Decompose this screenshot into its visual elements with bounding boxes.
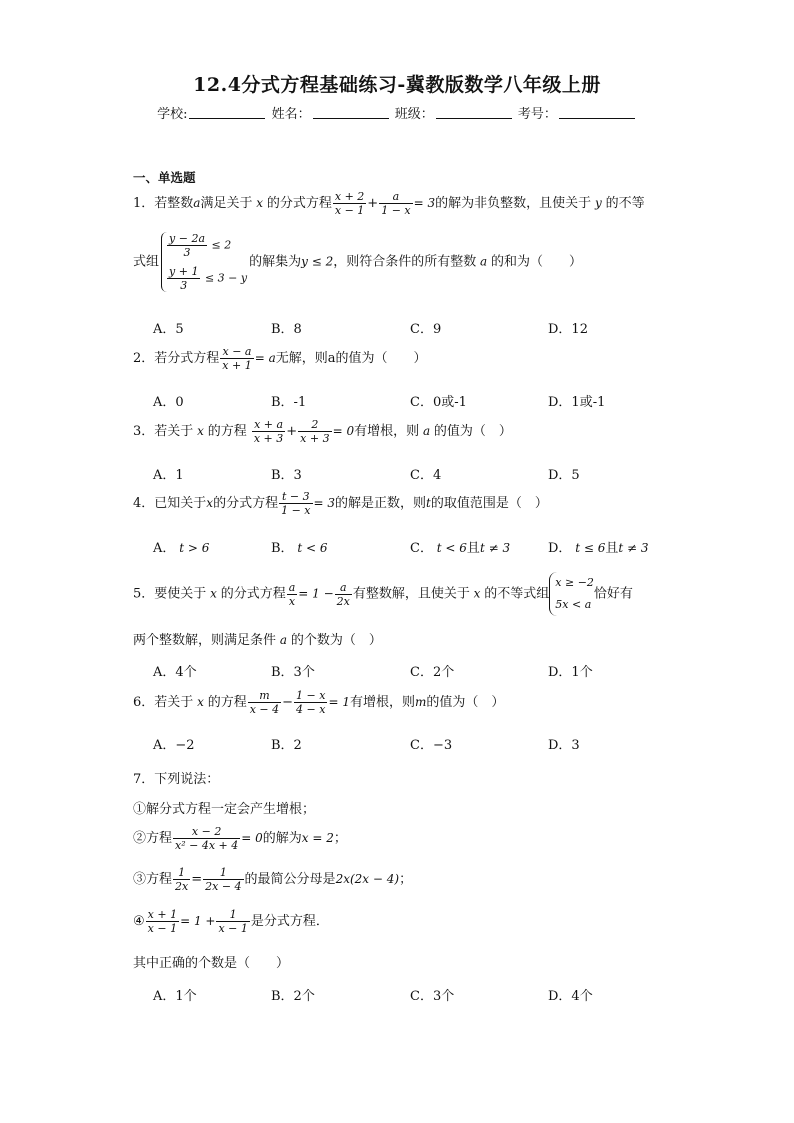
q7-statement-2: ②方程 $\frac{x - 2}{\text{x² − 4x + 4}}$ = 0的解为x = 2； <box>133 825 347 852</box>
q1-option-a[interactable]: A．5 <box>153 322 184 337</box>
q4-option-b[interactable]: B． t < 6 <box>271 541 328 556</box>
q7-option-b[interactable]: B．2个 <box>271 989 315 1004</box>
q4-line: 4．已知关于x的分式方程 $\frac{t - 3}{1 - x}$ = 3的解是正数，则t的取值范围是（ ） <box>133 490 548 517</box>
q2-option-c[interactable]: C．0或-1 <box>410 395 467 410</box>
q5-option-b[interactable]: B．3个 <box>271 665 315 680</box>
q2-option-b[interactable]: B．-1 <box>271 395 307 410</box>
q3-line: 3．若关于 x 的方程 $\frac{x + a}{x + 3}$ + $\frac{2}{x + 3}$ = 0有增根，则 a 的值为（ ） <box>133 418 512 445</box>
q3-option-d[interactable]: D．5 <box>548 468 580 483</box>
q5-line2: 两个整数解，则满足条件 a 的个数为（ ） <box>133 633 382 648</box>
q7-option-a[interactable]: A．1个 <box>153 989 197 1004</box>
q2-option-d[interactable]: D．1或-1 <box>548 395 606 410</box>
q7-statement-3: ③方程 $\frac{1}{2x}$ = $\frac{1}{2x - 4}$ 的最简公分母是2x(2x − 4)； <box>133 866 413 893</box>
q7-statement-1: ①解分式方程一定会产生增根； <box>133 802 316 817</box>
q1-inequality-system: $\frac{y - 2a}{3}$ ≤ 2 $\frac{y + 1}{3}$ ≤ 3 − y <box>161 232 247 292</box>
class-label: 班级： <box>394 107 434 122</box>
name-blank <box>313 106 389 119</box>
exam-no-label: 考号： <box>517 107 557 122</box>
q3-option-c[interactable]: C．4 <box>410 468 442 483</box>
q4-option-c[interactable]: C． t < 6且t ≠ 3 <box>410 541 511 556</box>
q3-option-a[interactable]: A．1 <box>153 468 184 483</box>
q1-fraction-2: $\frac{a}{1 - x}$ <box>381 190 411 217</box>
q6-option-c[interactable]: C．−3 <box>410 738 453 753</box>
school-blank <box>189 106 265 119</box>
q1-option-b[interactable]: B．8 <box>271 322 302 337</box>
q6-option-b[interactable]: B．2 <box>271 738 302 753</box>
q4-option-a[interactable]: A． t > 6 <box>153 541 210 556</box>
q2-fraction: $\frac{x - a}{x + 1}$ <box>222 345 252 372</box>
q5-inequality-system: x ≥ −2 5x < a <box>549 572 594 616</box>
page-title: 12.4分式方程基础练习-冀教版数学八年级上册 <box>193 74 601 96</box>
q5-option-d[interactable]: D．1个 <box>548 665 593 680</box>
name-label: 姓名： <box>271 107 311 122</box>
q5-line1: 5．要使关于 x 的分式方程 $\frac{a}{x}$ = 1 − $\frac{a}{2x}$ 有整数解，且使关于 x 的不等式组 x ≥ −2 5x < a 恰好有 <box>133 572 633 616</box>
q1-option-d[interactable]: D．12 <box>548 322 588 337</box>
q5-option-c[interactable]: C．2个 <box>410 665 455 680</box>
q7-option-c[interactable]: C．3个 <box>410 989 455 1004</box>
q6-option-d[interactable]: D．3 <box>548 738 580 753</box>
school-label: 学校: <box>157 107 188 122</box>
q6-option-a[interactable]: A．−2 <box>153 738 195 753</box>
q7-option-d[interactable]: D．4个 <box>548 989 593 1004</box>
q7-question: 其中正确的个数是（ ） <box>133 956 290 971</box>
q2-option-a[interactable]: A．0 <box>153 395 184 410</box>
q4-option-d[interactable]: D． t ≤ 6且t ≠ 3 <box>548 541 649 556</box>
q2-line: 2．若分式方程 $\frac{x - a}{x + 1}$ = a无解，则a的值为（ ） <box>133 345 427 372</box>
exam-no-blank <box>559 106 635 119</box>
q7-statement-4: ④ $\frac{x + 1}{x - 1}$ = 1 + $\frac{1}{x - 1}$ 是分式方程． <box>133 908 329 935</box>
section-heading: 一、单选题 <box>133 170 196 185</box>
q6-line: 6．若关于 x 的方程 $\frac{m}{x - 4}$ − $\frac{1 - x}{4 - x}$ = 1有增根，则m的值为（ ） <box>133 689 505 716</box>
student-info-line <box>0 103 794 122</box>
class-blank <box>436 106 512 119</box>
q7-heading: 7．下列说法： <box>133 772 220 787</box>
q1-line2: 式组 $\frac{y - 2a}{3}$ ≤ 2 $\frac{y + 1}{3}$ ≤ 3 − y 的解集为y ≤ 2，则符合条件的所有整数 a 的和为（ ） <box>133 232 583 292</box>
q1-option-c[interactable]: C．9 <box>410 322 442 337</box>
q5-option-a[interactable]: A．4个 <box>153 665 197 680</box>
q1-fraction-1: $\frac{x + 2}{x - 1}$ <box>334 190 365 217</box>
q1-line1: 1．若整数a满足关于 x 的分式方程 $\frac{x + 2}{x - 1}$ + $\frac{a}{1 - x}$ = 3的解为非负整数，且使关于 y 的不等 <box>133 190 645 217</box>
q3-option-b[interactable]: B．3 <box>271 468 302 483</box>
